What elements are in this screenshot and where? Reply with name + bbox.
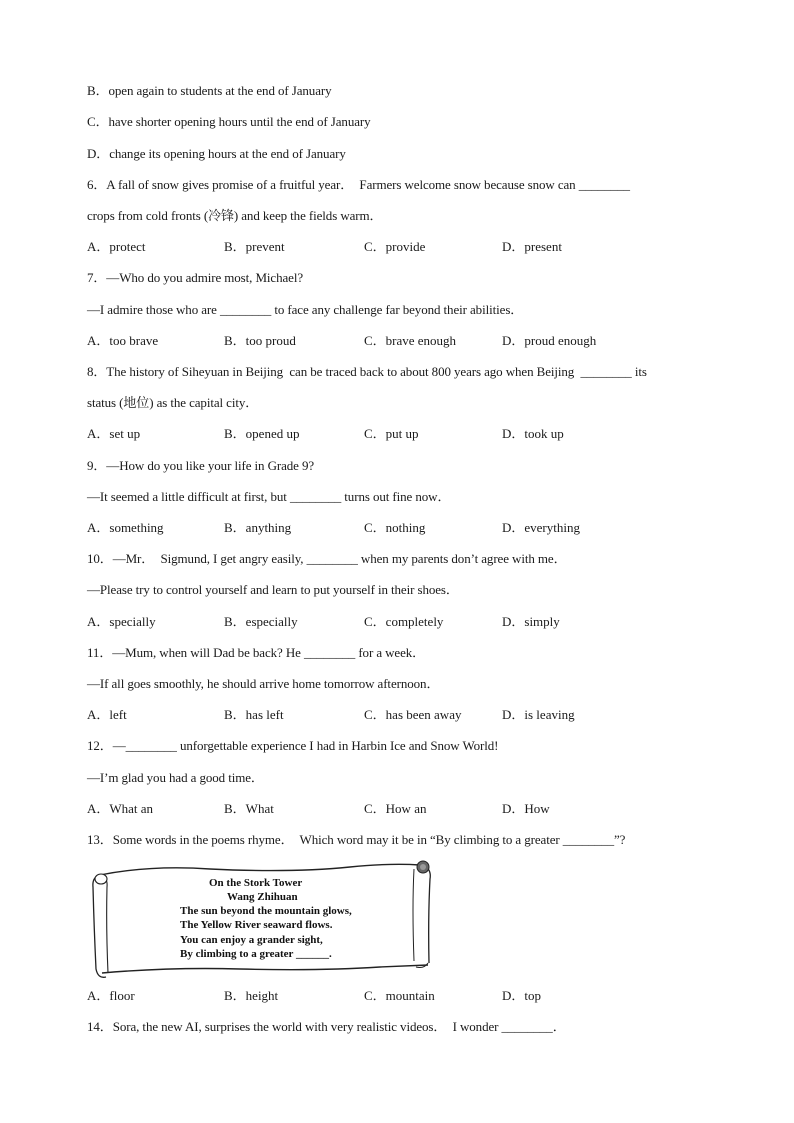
option-b[interactable]: B．prevent: [224, 239, 285, 254]
option-b[interactable]: B．opened up: [224, 426, 300, 441]
option-b[interactable]: B．too proud: [224, 333, 296, 348]
option-c[interactable]: C．nothing: [364, 520, 426, 535]
option-b[interactable]: B．anything: [224, 520, 292, 535]
option-c[interactable]: C．provide: [364, 239, 426, 254]
q5-option-b: B．open again to students at the end of January: [87, 83, 332, 98]
option-b[interactable]: B．has left: [224, 707, 284, 722]
poem-author: Wang Zhihuan: [227, 891, 298, 903]
option-a[interactable]: A．set up: [87, 426, 141, 441]
poem-scroll-image: [90, 857, 432, 981]
poem-title: On the Stork Tower: [209, 877, 303, 889]
question-10-options: [87, 613, 707, 631]
option-d[interactable]: D．How: [502, 801, 550, 816]
question-7-text: 7．—Who do you admire most, Michael?: [87, 270, 304, 285]
question-10-text-cont: —Please try to control yourself and learn to put yourself in their shoes．: [87, 582, 459, 597]
poem-line: The Yellow River seaward flows.: [180, 919, 333, 931]
poem-line: By climbing to a greater ______.: [180, 948, 332, 960]
question-13-text: 13．Some words in the poems rhyme． Which word may it be in “By climbing to a greater ________”?: [87, 832, 626, 847]
option-c[interactable]: C．mountain: [364, 988, 435, 1003]
option-b[interactable]: B．especially: [224, 614, 298, 629]
option-a[interactable]: A．too brave: [87, 333, 159, 348]
question-9-options: [87, 519, 707, 537]
question-7-text-cont: —I admire those who are ________ to face any challenge far beyond their abilities．: [87, 302, 524, 317]
poem-text: [90, 857, 432, 981]
option-d[interactable]: D．simply: [502, 614, 560, 629]
option-b[interactable]: B．height: [224, 988, 279, 1003]
option-c[interactable]: C．How an: [364, 801, 427, 816]
question-8-text-cont: status (地位) as the capital city．: [87, 395, 259, 410]
option-d[interactable]: D．everything: [502, 520, 580, 535]
question-9-text-cont: —It seemed a little difficult at first, but ________ turns out fine now．: [87, 489, 451, 504]
option-c[interactable]: C．brave enough: [364, 333, 457, 348]
question-11-options: [87, 706, 707, 724]
poem-line: The sun beyond the mountain glows,: [180, 905, 352, 917]
option-c[interactable]: C．has been away: [364, 707, 462, 722]
question-8-text: 8．The history of Siheyuan in Beijing can be traced back to about 800 years ago when Beijing ________ its: [87, 364, 647, 379]
option-d[interactable]: D．present: [502, 239, 562, 254]
question-11-text: 11．—Mum, when will Dad be back? He ________ for a week．: [87, 645, 426, 660]
option-d[interactable]: D．proud enough: [502, 333, 597, 348]
option-d[interactable]: D．top: [502, 988, 542, 1003]
question-7-options: [87, 332, 707, 350]
poem-line: You can enjoy a grander sight,: [180, 934, 323, 946]
option-a[interactable]: A．floor: [87, 988, 135, 1003]
question-14-text: 14．Sora, the new AI, surprises the world with very realistic videos． I wonder ________．: [87, 1019, 566, 1034]
option-d[interactable]: D．is leaving: [502, 707, 575, 722]
option-d[interactable]: D．took up: [502, 426, 564, 441]
option-a[interactable]: A．protect: [87, 239, 146, 254]
option-a[interactable]: A．What an: [87, 801, 154, 816]
question-13-options: [87, 987, 707, 1005]
option-a[interactable]: A．something: [87, 520, 164, 535]
option-a[interactable]: A．specially: [87, 614, 156, 629]
question-11-text-cont: —If all goes smoothly, he should arrive home tomorrow afternoon．: [87, 676, 440, 691]
question-6-options: [87, 238, 707, 256]
option-c[interactable]: C．completely: [364, 614, 444, 629]
q5-option-c: C．have shorter opening hours until the end of January: [87, 114, 371, 129]
q5-option-d: D．change its opening hours at the end of January: [87, 146, 346, 161]
option-a[interactable]: A．left: [87, 707, 127, 722]
question-12-text: 12．—________ unforgettable experience I had in Harbin Ice and Snow World!: [87, 738, 499, 753]
question-6-text-cont: crops from cold fronts (冷锋) and keep the fields warm．: [87, 208, 383, 223]
question-12-options: [87, 800, 707, 818]
question-12-text-cont: —I’m glad you had a good time．: [87, 770, 264, 785]
question-9-text: 9．—How do you like your life in Grade 9?: [87, 458, 315, 473]
question-8-options: [87, 425, 707, 443]
option-c[interactable]: C．put up: [364, 426, 419, 441]
option-b[interactable]: B．What: [224, 801, 274, 816]
question-6-text: 6．A fall of snow gives promise of a fruitful year． Farmers welcome snow because snow can ________: [87, 177, 630, 192]
question-10-text: 10．—Mr． Sigmund, I get angry easily, ________ when my parents don’t agree with me．: [87, 551, 567, 566]
